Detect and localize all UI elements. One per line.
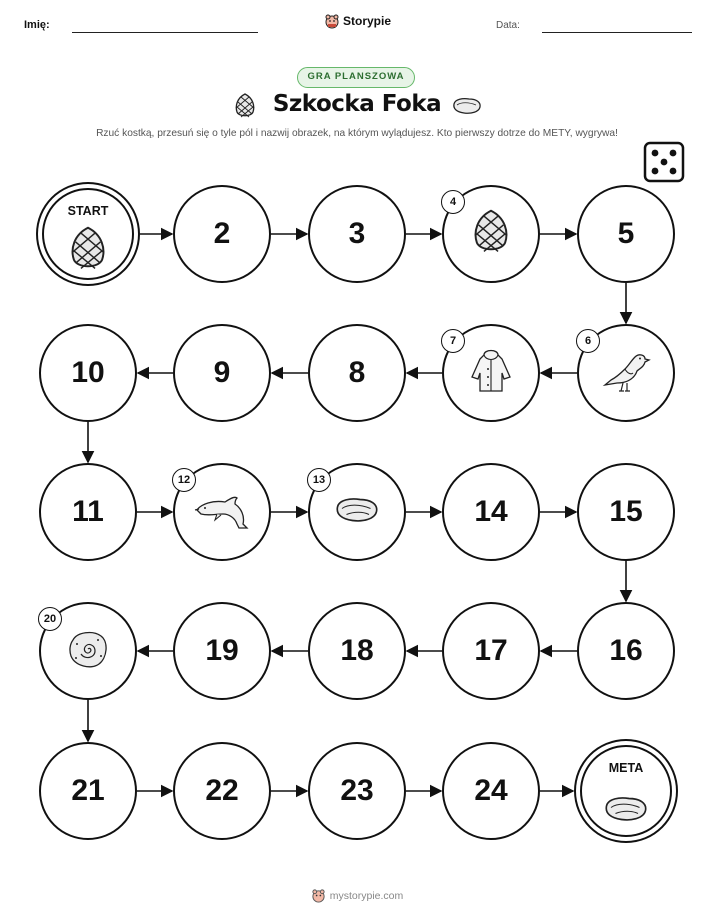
pinecone-icon <box>468 207 514 262</box>
page-title: Szkocka Foka <box>272 91 442 117</box>
board-space-24[interactable] <box>442 742 540 840</box>
space-number-badge: 20 <box>38 607 62 631</box>
board-space-19[interactable] <box>173 602 271 700</box>
space-number-badge: 6 <box>576 329 600 353</box>
space-number: 16 <box>609 634 643 667</box>
instructions: Rzuć kostką, przesuń się o tyle pól i nazwij obrazek, na którym wylądujesz. Kto pierwszy dotrze do METY, wygrywa! <box>96 128 618 139</box>
board-space-8[interactable] <box>308 324 406 422</box>
footer <box>0 888 714 903</box>
finish-space[interactable] <box>580 745 672 837</box>
space-number: 15 <box>609 495 643 528</box>
space-number-badge: 4 <box>441 190 465 214</box>
board-space-2[interactable] <box>173 185 271 283</box>
space-number: 24 <box>474 774 508 807</box>
space-number: 21 <box>71 774 105 807</box>
date-label: Data: <box>496 20 520 31</box>
space-number-badge: 13 <box>307 468 331 492</box>
board-space-11[interactable] <box>39 463 137 561</box>
space-number: 22 <box>205 774 239 807</box>
space-number: 19 <box>205 634 239 667</box>
rock-icon <box>602 793 650 830</box>
board-space-9[interactable] <box>173 324 271 422</box>
board-space-3[interactable] <box>308 185 406 283</box>
footer-url[interactable]: mystorypie.com <box>329 889 404 902</box>
board-space-22[interactable] <box>173 742 271 840</box>
space-number: 2 <box>213 217 231 250</box>
space-label: START <box>67 204 109 218</box>
board-space-15[interactable] <box>577 463 675 561</box>
dolphin-icon <box>193 488 251 537</box>
space-number: 8 <box>348 356 366 389</box>
ammonite-icon <box>65 628 111 675</box>
board-space-21[interactable] <box>39 742 137 840</box>
space-number-badge: 7 <box>441 329 465 353</box>
pinecone-icon <box>65 224 111 279</box>
space-number: 14 <box>474 495 508 528</box>
raincoat-icon <box>466 347 516 400</box>
space-number: 3 <box>348 217 366 250</box>
board-space-5[interactable] <box>577 185 675 283</box>
space-number: 9 <box>213 356 231 389</box>
space-number: 10 <box>71 356 105 389</box>
brand-name: Storypie <box>343 14 392 28</box>
space-number: 11 <box>72 495 104 528</box>
board-space-18[interactable] <box>308 602 406 700</box>
rock-icon <box>333 494 381 531</box>
category-badge: GRA PLANSZOWA <box>297 67 415 88</box>
space-number: 18 <box>340 634 374 667</box>
space-number: 5 <box>617 217 635 250</box>
board-space-17[interactable] <box>442 602 540 700</box>
board-space-16[interactable] <box>577 602 675 700</box>
board-space-23[interactable] <box>308 742 406 840</box>
space-label: META <box>608 761 644 775</box>
start-space[interactable] <box>42 188 134 280</box>
mascot-icon <box>311 888 326 903</box>
space-number: 17 <box>474 634 508 667</box>
name-label: Imię: <box>24 19 50 31</box>
board-space-14[interactable] <box>442 463 540 561</box>
space-number: 23 <box>340 774 374 807</box>
board-space-10[interactable] <box>39 324 137 422</box>
space-number-badge: 12 <box>172 468 196 492</box>
seagull-icon <box>599 347 653 400</box>
